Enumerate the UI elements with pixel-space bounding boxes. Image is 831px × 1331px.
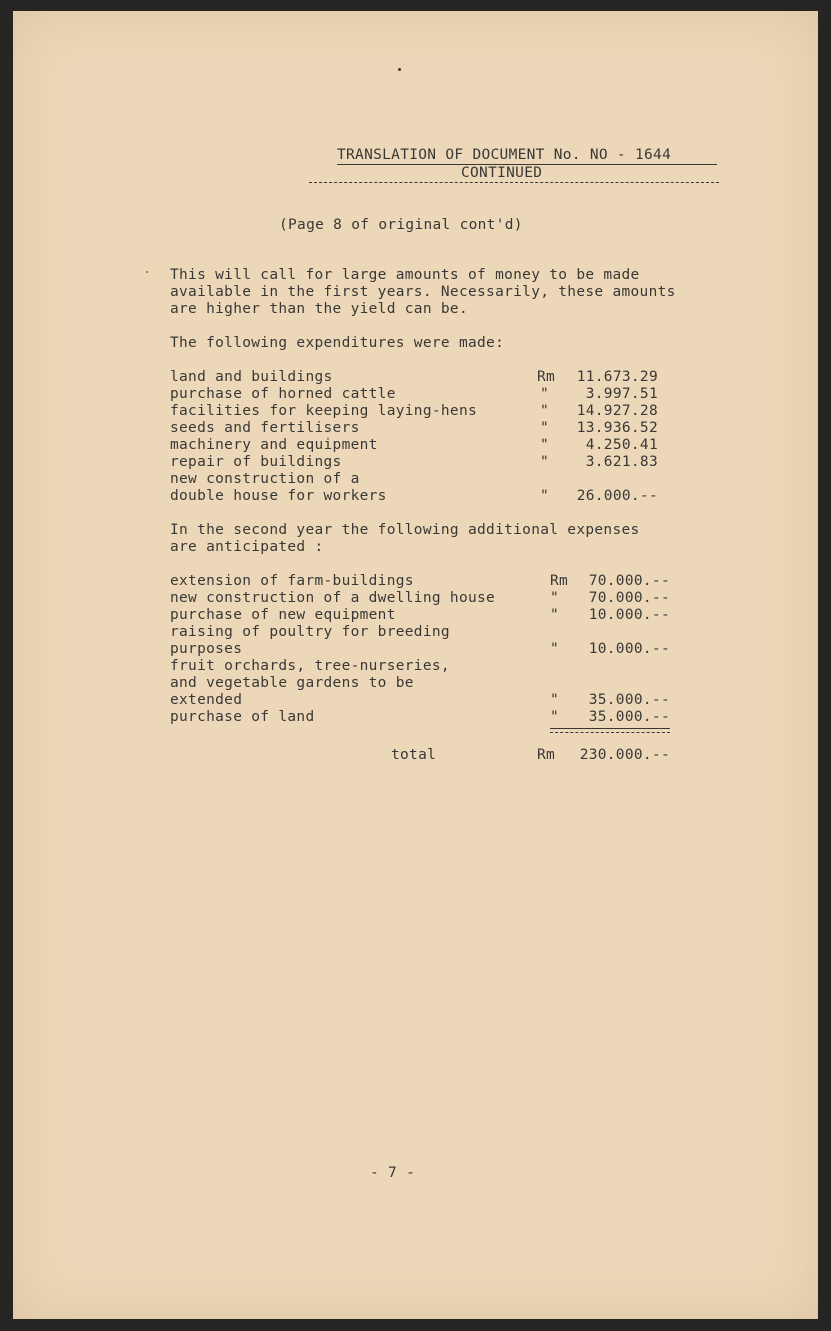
- anticipated-item: fruit orchards, tree-nurseries,: [170, 658, 450, 674]
- intro-line: are higher than the yield can be.: [170, 301, 468, 317]
- expenditure-item: land and buildings: [170, 369, 333, 385]
- second-year-intro: are anticipated :: [170, 539, 324, 555]
- subtitle-underline: [309, 182, 719, 183]
- sum-rule-dashed: [550, 732, 670, 733]
- document-title: TRANSLATION OF DOCUMENT No. NO - 1644: [337, 147, 672, 163]
- ditto-mark: ": [540, 420, 550, 436]
- anticipated-item: extension of farm-buildings: [170, 573, 414, 589]
- paper-speck: [398, 68, 401, 71]
- expenditure-amount: 4.250.41: [585, 437, 658, 453]
- currency-mark: Rm: [537, 369, 556, 385]
- anticipated-amount: 35.000.--: [588, 692, 670, 708]
- anticipated-amount: 10.000.--: [588, 641, 670, 657]
- ditto-mark: ": [540, 488, 550, 504]
- expenditure-item: repair of buildings: [170, 454, 342, 470]
- expenditure-amount: 11.673.29: [576, 369, 658, 385]
- expenditure-amount: 3.997.51: [585, 386, 658, 402]
- currency-mark: Rm: [537, 747, 556, 763]
- ditto-mark: ": [550, 641, 560, 657]
- anticipated-item: purposes: [170, 641, 243, 657]
- ditto-mark: ": [550, 692, 560, 708]
- ditto-mark: ": [540, 386, 550, 402]
- expenditure-amount: 26.000.--: [576, 488, 658, 504]
- intro-line: This will call for large amounts of money to be made: [170, 267, 640, 283]
- expenditure-item: new construction of a: [170, 471, 360, 487]
- total-amount: 230.000.--: [579, 747, 670, 763]
- ditto-mark: ": [550, 590, 560, 606]
- total-label: total: [391, 747, 437, 763]
- sum-rule: [550, 728, 670, 729]
- expenditure-item: machinery and equipment: [170, 437, 378, 453]
- anticipated-item: new construction of a dwelling house: [170, 590, 496, 606]
- expenditure-item: double house for workers: [170, 488, 387, 504]
- expenditure-amount: 3.621.83: [585, 454, 658, 470]
- anticipated-amount: 10.000.--: [588, 607, 670, 623]
- ditto-mark: ": [540, 454, 550, 470]
- document-page: [13, 11, 818, 1319]
- anticipated-amount: 35.000.--: [588, 709, 670, 725]
- anticipated-amount: 70.000.--: [588, 590, 670, 606]
- anticipated-item: purchase of land: [170, 709, 315, 725]
- expenditures-intro: The following expenditures were made:: [170, 335, 505, 351]
- expenditure-item: seeds and fertilisers: [170, 420, 360, 436]
- anticipated-item: extended: [170, 692, 243, 708]
- ditto-mark: ": [550, 607, 560, 623]
- margin-mark: [146, 271, 148, 273]
- intro-line: available in the first years. Necessarily, these amounts: [170, 284, 676, 300]
- page-reference: (Page 8 of original cont'd): [279, 217, 523, 233]
- ditto-mark: ": [550, 709, 560, 725]
- expenditure-item: purchase of horned cattle: [170, 386, 396, 402]
- anticipated-amount: 70.000.--: [588, 573, 670, 589]
- second-year-intro: In the second year the following additional expenses: [170, 522, 640, 538]
- anticipated-item: purchase of new equipment: [170, 607, 396, 623]
- expenditure-item: facilities for keeping laying-hens: [170, 403, 478, 419]
- document-subtitle: CONTINUED: [461, 165, 543, 181]
- expenditure-amount: 13.936.52: [576, 420, 658, 436]
- anticipated-item: and vegetable gardens to be: [170, 675, 414, 691]
- anticipated-item: raising of poultry for breeding: [170, 624, 450, 640]
- ditto-mark: ": [540, 437, 550, 453]
- currency-mark: Rm: [550, 573, 569, 589]
- expenditure-amount: 14.927.28: [576, 403, 658, 419]
- ditto-mark: ": [540, 403, 550, 419]
- page-number: - 7 -: [370, 1165, 416, 1181]
